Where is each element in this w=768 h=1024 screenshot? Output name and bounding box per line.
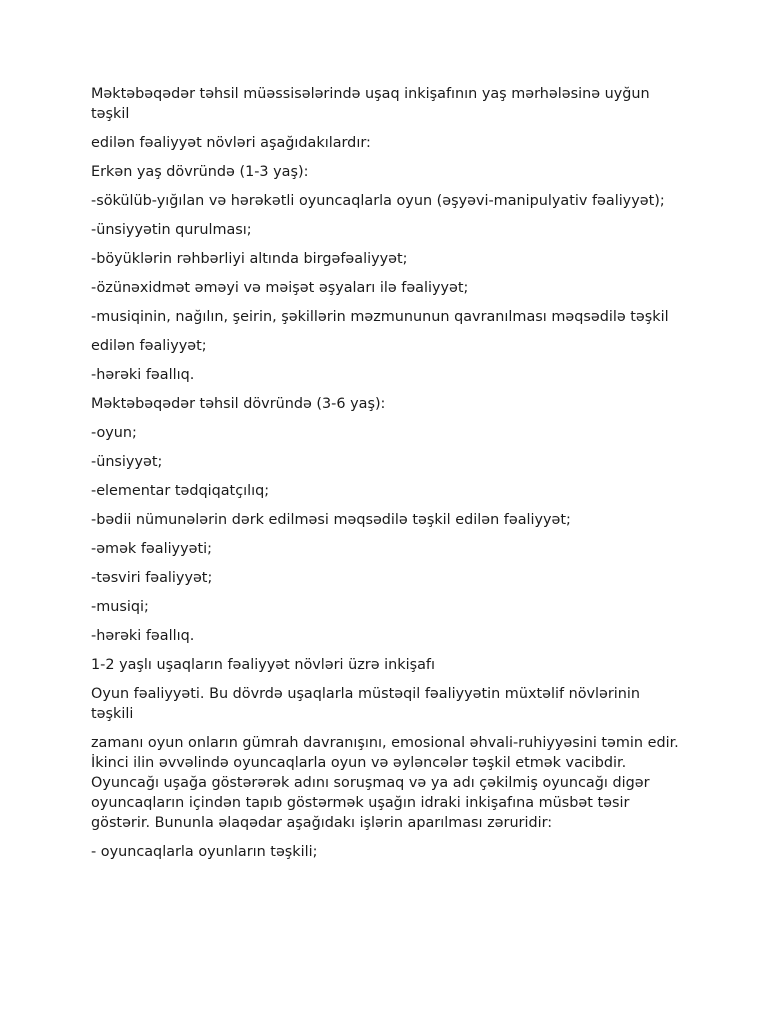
list-item: -hərəki fəallıq. — [91, 628, 195, 644]
list-item: - oyuncaqlarla oyunların təşkili; — [91, 844, 318, 860]
section-heading-early-age: Erkən yaş dövründə (1-3 yaş): — [91, 164, 309, 180]
list-item: -əmək fəaliyyəti; — [91, 541, 212, 557]
list-item: -musiqi; — [91, 599, 149, 615]
paragraph-body: zamanı oyun onların gümrah davranışını, emosional əhvali-ruhiyyəsini təmin edir. İkinci ilin əvvəlində oyuncaqlarla oyun və əyləncələr təşkil etmək vacibdir. Oyuncağı uşağa göstərərək adını soruşmaq və ya adı çəkilmiş oyuncağı digər oyuncaqların içindən tapıb göstərmək uşağın idraki inkişafına müsbət təsir göstərir. Bununla əlaqədar aşağıdakı işlərin aparılması zəruridir: — [91, 735, 679, 831]
list-item: -ünsiyyətin qurulması; — [91, 222, 252, 238]
list-item-continued: edilən fəaliyyət; — [91, 338, 207, 354]
doc-title-line: Məktəbəqədər təhsil müəssisələrində uşaq inkişafının yaş mərhələsinə uyğun təşkil — [91, 86, 650, 122]
document-page — [91, 84, 681, 871]
section-heading-development: 1-2 yaşlı uşaqların fəaliyyət növləri üzrə inkişafı — [91, 657, 435, 673]
list-item: -hərəki fəallıq. — [91, 367, 195, 383]
list-item: -ünsiyyət; — [91, 454, 163, 470]
list-item: -bədii nümunələrin dərk edilməsi məqsədilə təşkil edilən fəaliyyət; — [91, 512, 571, 528]
list-item: -sökülüb-yığılan və hərəkətli oyuncaqlarla oyun (əşyəvi-manipulyativ fəaliyyət); — [91, 193, 665, 209]
list-item: -təsviri fəaliyyət; — [91, 570, 213, 586]
paragraph-play-activity: Oyun fəaliyyəti. Bu dövrdə uşaqlarla müstəqil fəaliyyətin müxtəlif növlərinin təşkili — [91, 686, 641, 722]
doc-title-line-continued: edilən fəaliyyət növləri aşağıdakılardır: — [91, 135, 371, 151]
list-item: -musiqinin, nağılın, şeirin, şəkillərin məzmununun qavranılması məqsədilə təşkil — [91, 309, 669, 325]
list-item: -böyüklərin rəhbərliyi altında birgəfəaliyyət; — [91, 251, 408, 267]
list-item: -oyun; — [91, 425, 137, 441]
list-item: -elementar tədqiqatçılıq; — [91, 483, 270, 499]
section-heading-preschool: Məktəbəqədər təhsil dövründə (3-6 yaş): — [91, 396, 386, 412]
list-item: -özünəxidmət əməyi və məişət əşyaları ilə fəaliyyət; — [91, 280, 469, 296]
